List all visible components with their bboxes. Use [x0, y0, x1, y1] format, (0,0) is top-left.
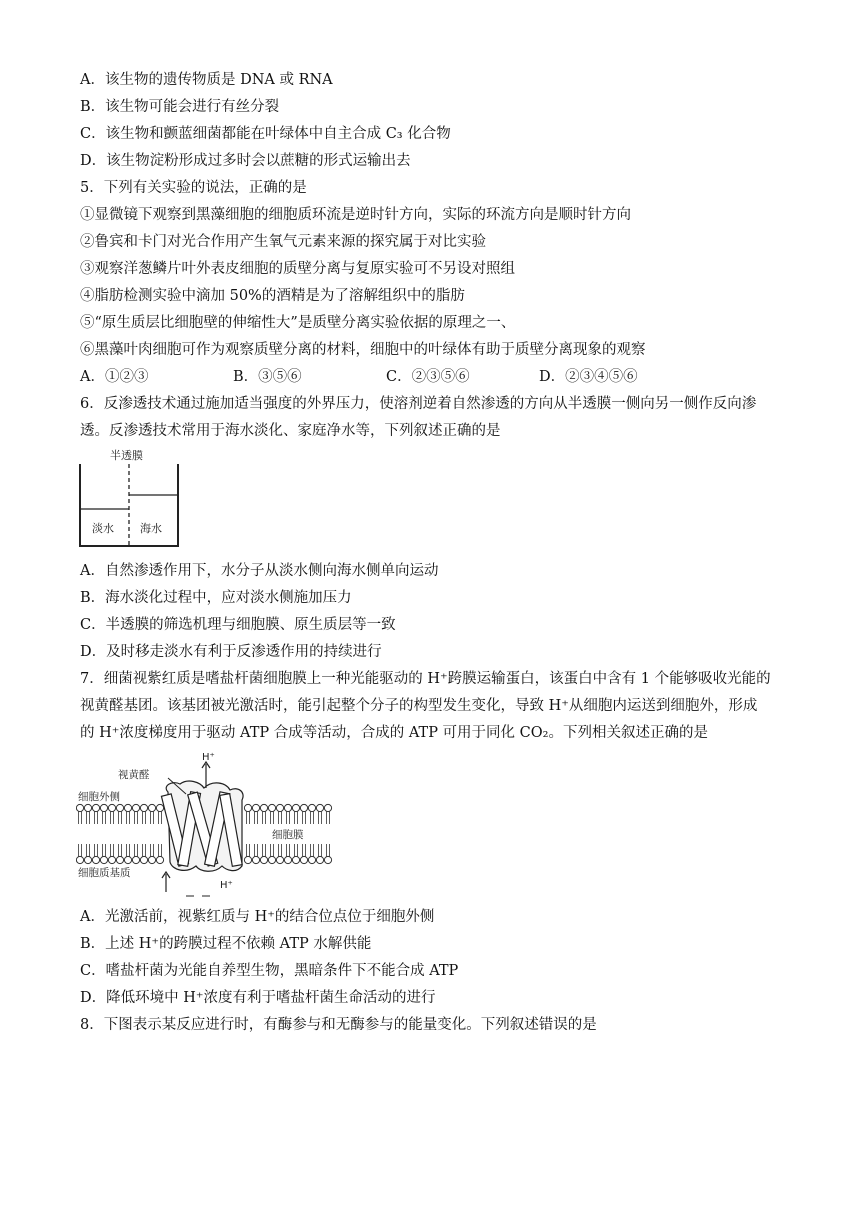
semipermeable-membrane-figure — [78, 446, 182, 550]
q6-option-d: D．及时移走淡水有利于反渗透作用的持续进行 — [80, 644, 382, 660]
q5-stem: 5．下列有关实验的说法，正确的是 — [80, 180, 307, 196]
q6-option-a: A．自然渗透作用下，水分子从淡水侧向海水侧单向运动 — [80, 563, 439, 579]
q5-option-a: A．①②③ — [80, 369, 149, 385]
cytoplasm-label: 细胞质基质 — [78, 867, 131, 879]
q5-options — [80, 367, 638, 387]
q7-stem-line-1: 7．细菌视紫红质是嗜盐杆菌细胞膜上一种光能驱动的 H⁺跨膜运输蛋白，该蛋白中含有 1 个能够吸收光能的 — [80, 671, 771, 687]
q5-option-c: C．②③⑤⑥ — [386, 369, 470, 385]
q5-item-3: ③观察洋葱鳞片叶外表皮细胞的质壁分离与复原实验可不另设对照组 — [80, 261, 515, 277]
protein-helices — [161, 781, 243, 871]
q4-option-b: B．该生物可能会进行有丝分裂 — [80, 99, 280, 115]
q6-option-b: B．海水淡化过程中，应对淡水侧施加压力 — [80, 590, 352, 606]
membrane-label: 半透膜 — [110, 449, 143, 462]
q7-stem-line-2: 视黄醛基团。该基团被光激活时，能引起整个分子的构型发生变化，导致 H⁺从细胞内运送到细胞外，形成 — [80, 698, 758, 714]
q4-option-d: D．该生物淀粉形成过多时会以蔗糖的形式运输出去 — [80, 153, 411, 169]
q5-option-b: B．③⑤⑥ — [233, 369, 302, 385]
q6-stem-line-2: 透。反渗透技术常用于海水淡化、家庭净水等，下列叙述正确的是 — [80, 423, 501, 439]
q8-stem: 8．下图表示某反应进行时，有酶参与和无酶参与的能量变化。下列叙述错误的是 — [80, 1017, 597, 1033]
q6-option-c: C．半透膜的筛选机理与细胞膜、原生质层等一致 — [80, 617, 396, 633]
q7-option-c: C．嗜盐杆菌为光能自养型生物，黑暗条件下不能合成 ATP — [80, 963, 459, 979]
q5-item-5: ⑤“原生质层比细胞壁的伸缩性大”是质壁分离实验依据的原理之一、 — [80, 315, 516, 331]
q5-item-4: ④脂肪检测实验中滴加 50%的酒精是为了溶解组织中的脂肪 — [80, 288, 465, 304]
h-bottom-label: H⁺ — [220, 880, 233, 891]
retinal-label: 视黄醛 — [118, 769, 150, 781]
q7-option-d: D．降低环境中 H⁺浓度有利于嗜盐杆菌生命活动的进行 — [80, 990, 436, 1006]
fresh-water-label: 淡水 — [92, 522, 114, 535]
q7-option-b: B．上述 H⁺的跨膜过程不依赖 ATP 水解供能 — [80, 936, 372, 952]
sea-water-label: 海水 — [140, 522, 162, 535]
q4-option-a: A．该生物的遗传物质是 DNA 或 RNA — [80, 72, 333, 88]
outside-label: 细胞外侧 — [78, 791, 120, 803]
q7-option-a: A．光激活前，视紫红质与 H⁺的结合位点位于细胞外侧 — [80, 909, 435, 925]
q5-option-d: D．②③④⑤⑥ — [539, 369, 638, 385]
membrane-label: 细胞膜 — [272, 829, 304, 841]
q7-stem-line-3: 的 H⁺浓度梯度用于驱动 ATP 合成等活动，合成的 ATP 可用于同化 CO₂。下列相关叙述正确的是 — [80, 725, 708, 741]
q5-item-2: ②鲁宾和卡门对光合作用产生氧气元素来源的探究属于对比实验 — [80, 234, 486, 250]
q4-option-c: C．该生物和颤蓝细菌都能在叶绿体中自主合成 C₃ 化合物 — [80, 126, 451, 142]
q6-stem-line-1: 6．反渗透技术通过施加适当强度的外界压力，使溶剂逆着自然渗透的方向从半透膜一侧向另一侧作反向渗 — [80, 396, 757, 412]
q5-item-6: ⑥黑藻叶肉细胞可作为观察质壁分离的材料，细胞中的叶绿体有助于质壁分离现象的观察 — [80, 342, 646, 358]
q5-item-1: ①显微镜下观察到黑藻细胞的细胞质环流是逆时针方向，实际的环流方向是顺时针方向 — [80, 207, 631, 223]
h-top-label: H⁺ — [202, 752, 215, 763]
bacteriorhodopsin-figure — [76, 750, 346, 902]
